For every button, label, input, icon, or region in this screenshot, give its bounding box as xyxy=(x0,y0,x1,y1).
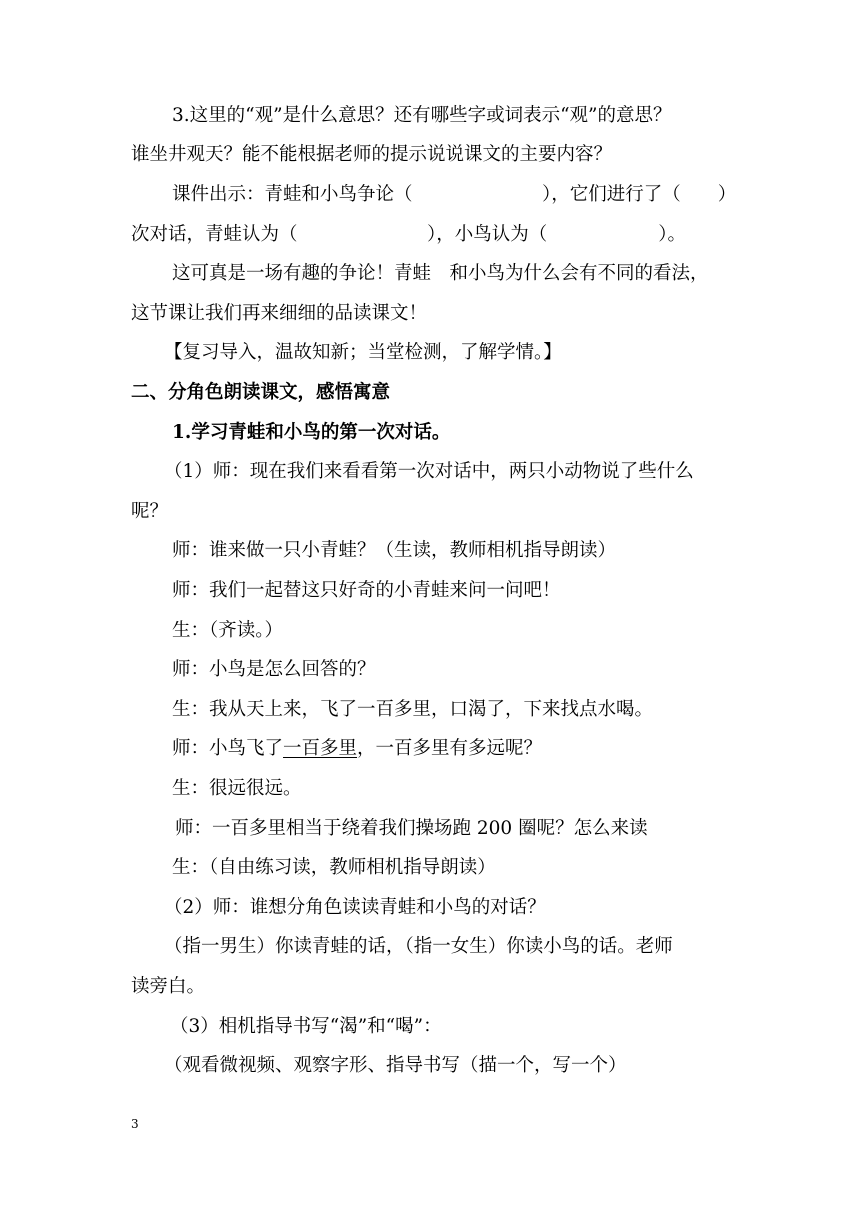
text-line: （3）相机指导书写“渴”和“喝”： xyxy=(170,1016,442,1037)
text-line: 生：我从天上来，飞了一百多里，口渴了，下来找点水喝。 xyxy=(172,699,654,720)
text-line: 【复习导入，温故知新；当堂检测，了解学情。】 xyxy=(164,342,562,363)
text-line: （1）师：现在我们来看看第一次对话中，两只小动物说了些什么 xyxy=(164,461,694,482)
text-line: 这可真是一场有趣的争论！青蛙 和小鸟为什么会有不同的看法， xyxy=(172,263,709,284)
text-segment: ，一百多里有多远呢？ xyxy=(357,738,543,759)
text-line: 生：（齐读。） xyxy=(172,620,284,641)
text-line: 课件出示：青蛙和小鸟争论（ ），它们进行了（ ） xyxy=(172,184,737,205)
text-line: 师：谁来做一只小青蛙？（生读，教师相机指导朗读） xyxy=(172,540,617,561)
text-line: 次对话，青蛙认为（ ），小鸟认为（ ）。 xyxy=(131,224,687,245)
underlined-phrase: 一百多里 xyxy=(283,738,358,759)
text-line: 3.这里的“观”是什么意思？还有哪些字或词表示“观”的意思？ xyxy=(172,105,672,126)
section-heading: 二、分角色朗读课文，感悟寓意 xyxy=(131,382,391,403)
page-number: 3 xyxy=(131,1117,139,1131)
text-line: （指一男生）你读青蛙的话，（指一女生）你读小鸟的话。老师 xyxy=(164,936,673,957)
text-line: （2）师：谁想分角色读读青蛙和小鸟的对话？ xyxy=(164,897,546,918)
text-line: 师：我们一起替这只好奇的小青蛙来问一问吧！ xyxy=(172,580,561,601)
subsection-heading: 1.学习青蛙和小鸟的第一次对话。 xyxy=(172,422,451,443)
text-line: 这节课让我们再来细细的品读课文！ xyxy=(131,303,428,324)
text-line: 生：很远很远。 xyxy=(172,778,302,799)
text-line xyxy=(172,737,542,761)
text-segment: 师：小鸟飞了 xyxy=(172,738,284,759)
text-line: 谁坐井观天？能不能根据老师的提示说说课文的主要内容？ xyxy=(131,144,613,165)
text-line: 师：小鸟是怎么回答的？ xyxy=(172,659,376,680)
text-line: 生：（自由练习读，教师相机指导朗读） xyxy=(172,857,496,878)
text-line: 呢？ xyxy=(131,501,169,522)
text-line: （观看微视频、观察字形、指导书写（描一个，写一个） xyxy=(164,1055,627,1076)
text-line: 师：一百多里相当于绕着我们操场跑 200 圈呢？怎么来读 xyxy=(175,818,648,839)
text-line: 读旁白。 xyxy=(131,976,206,997)
